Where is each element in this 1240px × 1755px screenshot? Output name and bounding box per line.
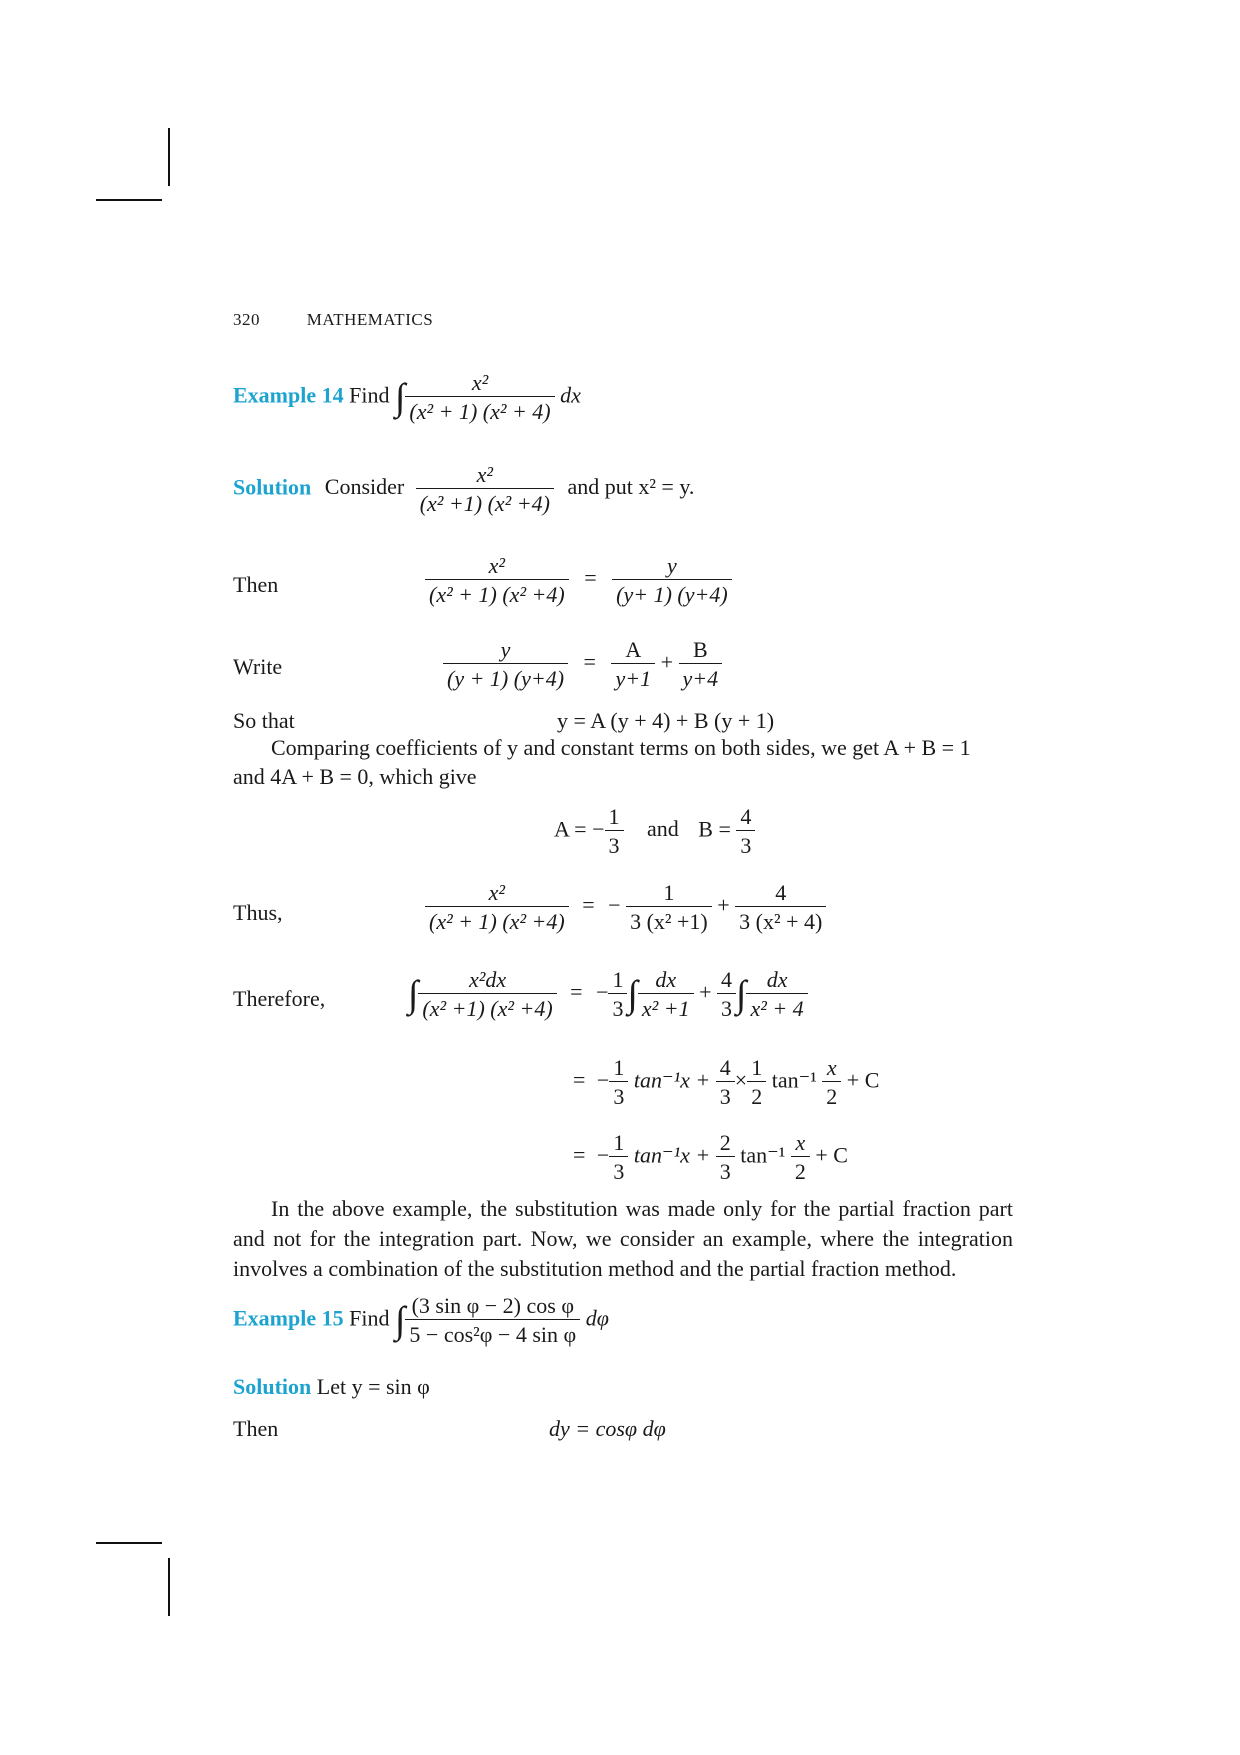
example-15-integrand: $\frac{\text{(3 sin φ − 2) cos φ}}{\text{5 − cos²φ − 4 sin φ}}$ [405,1293,580,1348]
then-label: Then [233,572,279,597]
thus-equation: $\frac{\text{x²}}{\text{(x² + 1) (x² +4)}}$ = − $\frac{1}{\text{3 (x² +1)}}$ + $\frac{4}{\text{3 (x² + 4)}}$ [425,880,826,935]
solution-15 [233,1374,430,1400]
page-number: 320 [233,310,260,329]
crop-mark-top-vertical [168,128,170,186]
solution-expression: $\frac{\text{x²}}{\text{(x² +1) (x² +4)}}$ [416,462,554,517]
crop-mark-bottom-vertical [168,1558,170,1616]
page-header [233,310,433,330]
so-that-label: So that [233,708,295,733]
solution-14 [233,462,694,517]
result-line-2: = − $\frac{1}{3}$ tan⁻¹x + $\frac{2}{3}$ tan⁻¹ $\frac{x}{2}$ + C [573,1130,848,1185]
example-14-find: Find [349,382,390,408]
compare-line-2: and 4A + B = 0, which give [233,764,477,789]
example-15-find: Find [349,1305,390,1331]
therefore-equation: ∫ $\frac{\text{x²dx}}{\text{(x² +1) (x² +4)}}$ = − $\frac{1}{3}$ ∫ $\frac{dx}{\text{x² +1}}$ + $\frac{4}{3}$ ∫ $\frac{dx}{\text{x² + 4}}$ [408,967,808,1022]
paragraph-text: In the above example, the substitution was made only for the partial fraction part and not for the integration part. Now, we consider an example, where the integration involves a combination of the substitution method and the partial fraction method. [233,1196,1013,1281]
integral-sign: ∫ [394,376,406,419]
example-15 [233,1293,609,1348]
then2-equation: dy = cosφ dφ [549,1416,666,1441]
solution-15-text: Let y = sin φ [316,1374,430,1399]
example-14-differential: dx [560,382,581,408]
so-that-equation: y = A (y + 4) + B (y + 1) [557,708,775,733]
therefore-label: Therefore, [233,986,326,1011]
then-equation: $\frac{\text{x²}}{\text{(x² + 1) (x² +4)}}$ = $\frac{y}{(y+ 1) (y+4)}$ [425,553,732,608]
thus-label: Thus, [233,900,283,925]
write-label: Write [233,654,283,679]
body-paragraph [233,1194,1013,1284]
example-14-label: Example 14 [233,382,344,408]
solution-consider: Consider [324,474,405,500]
example-15-label: Example 15 [233,1305,344,1331]
ab-values: A = − $\frac{1}{3}$ and B = $\frac{4}{3}$ [554,804,755,859]
solution-15-label: Solution [233,1374,312,1399]
then2-label: Then [233,1416,279,1441]
result-line-1: = − $\frac{1}{3}$ tan⁻¹x + $\frac{4}{3}$ × $\frac{1}{2}$ tan⁻¹ $\frac{x}{2}$ + C [573,1055,880,1110]
write-equation: $\frac{y}{(y + 1) (y+4)}$ = $\frac{A}{y+1}$ + $\frac{B}{y+4}$ [443,637,722,692]
solution-put-text: and put x² = y. [567,474,695,500]
compare-line-1: Comparing coefficients of y and constant terms on both sides, we get A + B = 1 [271,735,971,760]
integral-sign: ∫ [394,1299,406,1342]
crop-mark-bottom-horizontal [96,1542,162,1544]
example-15-differential: dφ [585,1305,609,1331]
running-title: MATHEMATICS [306,310,434,329]
example-14-integrand: $\frac{\text{x²}}{\text{(x² + 1) (x² + 4)}}$ [405,370,554,425]
crop-mark-top-horizontal [96,199,162,201]
example-14 [233,370,581,425]
solution-label: Solution [233,474,312,500]
